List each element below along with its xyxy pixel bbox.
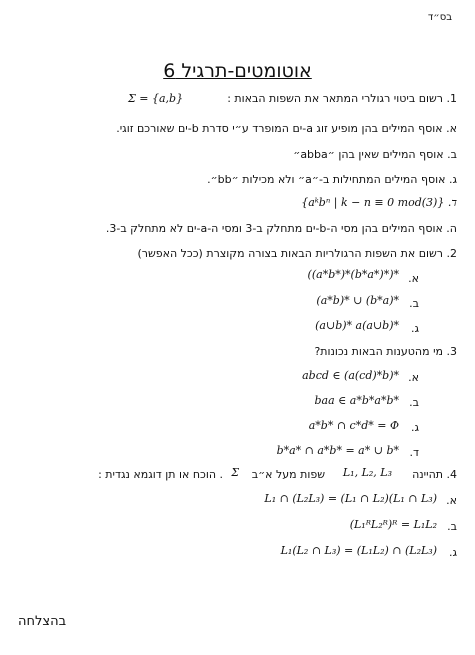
- q4-item-a-expr: L₁ ∩ (L₂L₃) = (L₁ ∩ L₂)(L₁ ∩ L₃): [264, 492, 437, 505]
- q1-item-e: ה. אוסף המילים בהן מסי ה-b-ים מתחלק ב-3 ומסי ה-a-ים לא מתחלק ב-3.: [105, 222, 457, 235]
- q4-prompt-mid: שפות מעל א״ב: [251, 468, 325, 481]
- q4-prompt-vars: L₁, L₂, L₃: [342, 466, 392, 479]
- q4-item-c-letter: ג.: [448, 546, 457, 559]
- q3-prompt: 3. מי מהטענות הבאות נכונות?: [314, 345, 457, 358]
- q4-prompt-pre: 4. תהיינה: [412, 468, 457, 481]
- q2-item-c-expr: (a∪b)* a(a∪b)*: [315, 319, 399, 332]
- q2-item-b-letter: ב.: [409, 297, 419, 310]
- q2-item-a-expr: ((a*b*)*(b*a*)*)*: [307, 268, 399, 281]
- page-title: אוטומטים-תרגיל 6: [163, 60, 312, 82]
- q4-item-c-expr: L₁(L₂ ∩ L₃) = (L₁L₂) ∩ (L₂L₃): [280, 544, 437, 557]
- q4-item-b-expr: (L₁ᴿL₂ᴿ)ᴿ = L₁L₂: [349, 518, 437, 531]
- q1-item-c: ג. אוסף המילים המתחילות ב-״a״ ולא מכילות ״bb״.: [207, 173, 457, 186]
- q3-item-b-expr: baa ∈ a*b*a*b*: [314, 394, 399, 407]
- q4-prompt-sigma: Σ: [231, 466, 239, 479]
- q1-prompt: 1. רשום ביטוי רגולרי המתאר את השפות הבאות :: [227, 92, 457, 105]
- q1-alphabet: Σ = {a,b}: [128, 92, 184, 105]
- q4-item-b-letter: ב.: [447, 520, 457, 533]
- q3-item-c-expr: a*b* ∩ c*d* = Φ: [308, 419, 399, 432]
- q1-item-b: ב. אוסף המילים שאין בהן ״abba״: [293, 148, 457, 161]
- q1-item-d: ד. {aᵏbⁿ | k − n ≡ 0 mod(3)}: [301, 196, 457, 209]
- q3-item-a-letter: א.: [408, 371, 419, 384]
- q2-prompt: 2. רשום את השפות הרגולריות הבאות בצורה מקוצרת (ככל האפשר): [137, 247, 457, 260]
- q3-item-a-expr: abcd ∈ (a(cd)*b)*: [302, 369, 399, 382]
- q2-item-a-letter: א.: [408, 272, 419, 285]
- q3-item-d-expr: b*a* ∩ a*b* = a* ∪ b*: [276, 444, 399, 457]
- q1-item-a: א. אוסף המילים בהן מופיע זוג a-ים המופרד ע״י סדרת b-ים שאורכם זוגי.: [116, 122, 457, 135]
- q3-item-d-letter: ד.: [409, 446, 419, 459]
- footer-text: בהצלחה: [18, 614, 67, 629]
- q2-item-b-expr: (a*b)* ∪ (b*a)*: [316, 294, 399, 307]
- q4-prompt-post: . הוכח או תן דוגמא נגדית :: [98, 468, 223, 481]
- header-mark: בס״ד: [427, 12, 452, 23]
- q4-item-a-letter: א.: [446, 494, 457, 507]
- q3-item-b-letter: ב.: [409, 396, 419, 409]
- q3-item-c-letter: ג.: [410, 421, 419, 434]
- q2-item-c-letter: ג.: [410, 322, 419, 335]
